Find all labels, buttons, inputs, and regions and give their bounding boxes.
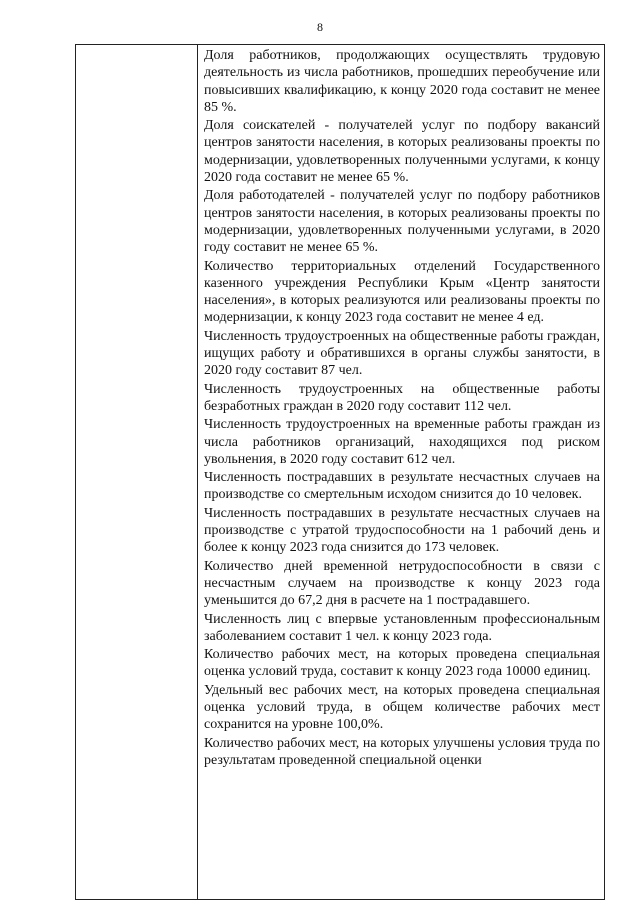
document-table [75, 44, 605, 900]
paragraph-6: Численность трудоустроенных на общественные работы безработных граждан в 2020 году составит 112 чел. [204, 381, 600, 414]
paragraph-11: Численность лиц с впервые установленным профессиональным заболеванием составит 1 чел. к концу 2023 года. [204, 611, 600, 644]
paragraph-10: Количество дней временной нетрудоспособности в связи с несчастным случаем на производстве к концу 2023 года уменьшится до 67,2 дня в расчете на 1 пострадавшего. [204, 558, 600, 609]
paragraph-3: Доля работодателей - получателей услуг по подбору работников центров занятости населения, в которых реализованы проекты по модернизации, удовлетворенных полученными услугами, в 2020 году составит не менее 65 %. [204, 188, 600, 256]
paragraph-2: Доля соискателей - получателей услуг по подбору вакансий центров занятости населения, в которых реализованы проекты по модернизации, удовлетворенных полученными услугами, к концу 2020 года составит не менее 65 %. [204, 118, 600, 186]
table-row [76, 45, 605, 900]
paragraph-13: Удельный вес рабочих мест, на которых проведена специальная оценка условий труда, в общем количестве рабочих мест сохранится на уровне 100,0%. [204, 682, 600, 733]
paragraph-12: Количество рабочих мест, на которых проведена специальная оценка условий труда, составит к концу 2023 года 10000 единиц. [204, 647, 600, 680]
paragraph-7: Численность трудоустроенных на временные работы граждан из числа работников организаций, находящихся под риском увольнения, в 2020 году составит 612 чел. [204, 417, 600, 467]
paragraph-5: Численность трудоустроенных на общественные работы граждан, ищущих работу и обратившихся в органы службы занятости, в 2020 году составит 87 чел. [204, 328, 600, 379]
paragraph-9: Численность пострадавших в результате несчастных случаев на производстве с утратой трудоспособности на 1 рабочий день и более к концу 2023 года снизится до 173 человек. [204, 505, 600, 556]
paragraph-1: Доля работников, продолжающих осуществлять трудовую деятельность из числа работников, прошедших переобучение или повысивших квалификацию, к концу 2020 года составит не менее 85 %. [204, 48, 600, 115]
paragraph-4: Количество территориальных отделений Государственного казенного учреждения Республики Крым «Центр занятости населения», в которых реализуются или реализованы проекты по модернизации, к концу 2023 года составит не менее 4 ед. [204, 258, 600, 326]
page-number: 8 [317, 20, 323, 34]
right-column-cell [198, 45, 605, 900]
paragraph-8: Численность пострадавших в результате несчастных случаев на производстве со смертельным исходом снизится до 10 человек. [204, 470, 600, 503]
paragraph-14: Количество рабочих мест, на которых улучшены условия труда по результатам проведенной специальной оценки [204, 735, 600, 768]
left-column-cell [76, 45, 198, 900]
